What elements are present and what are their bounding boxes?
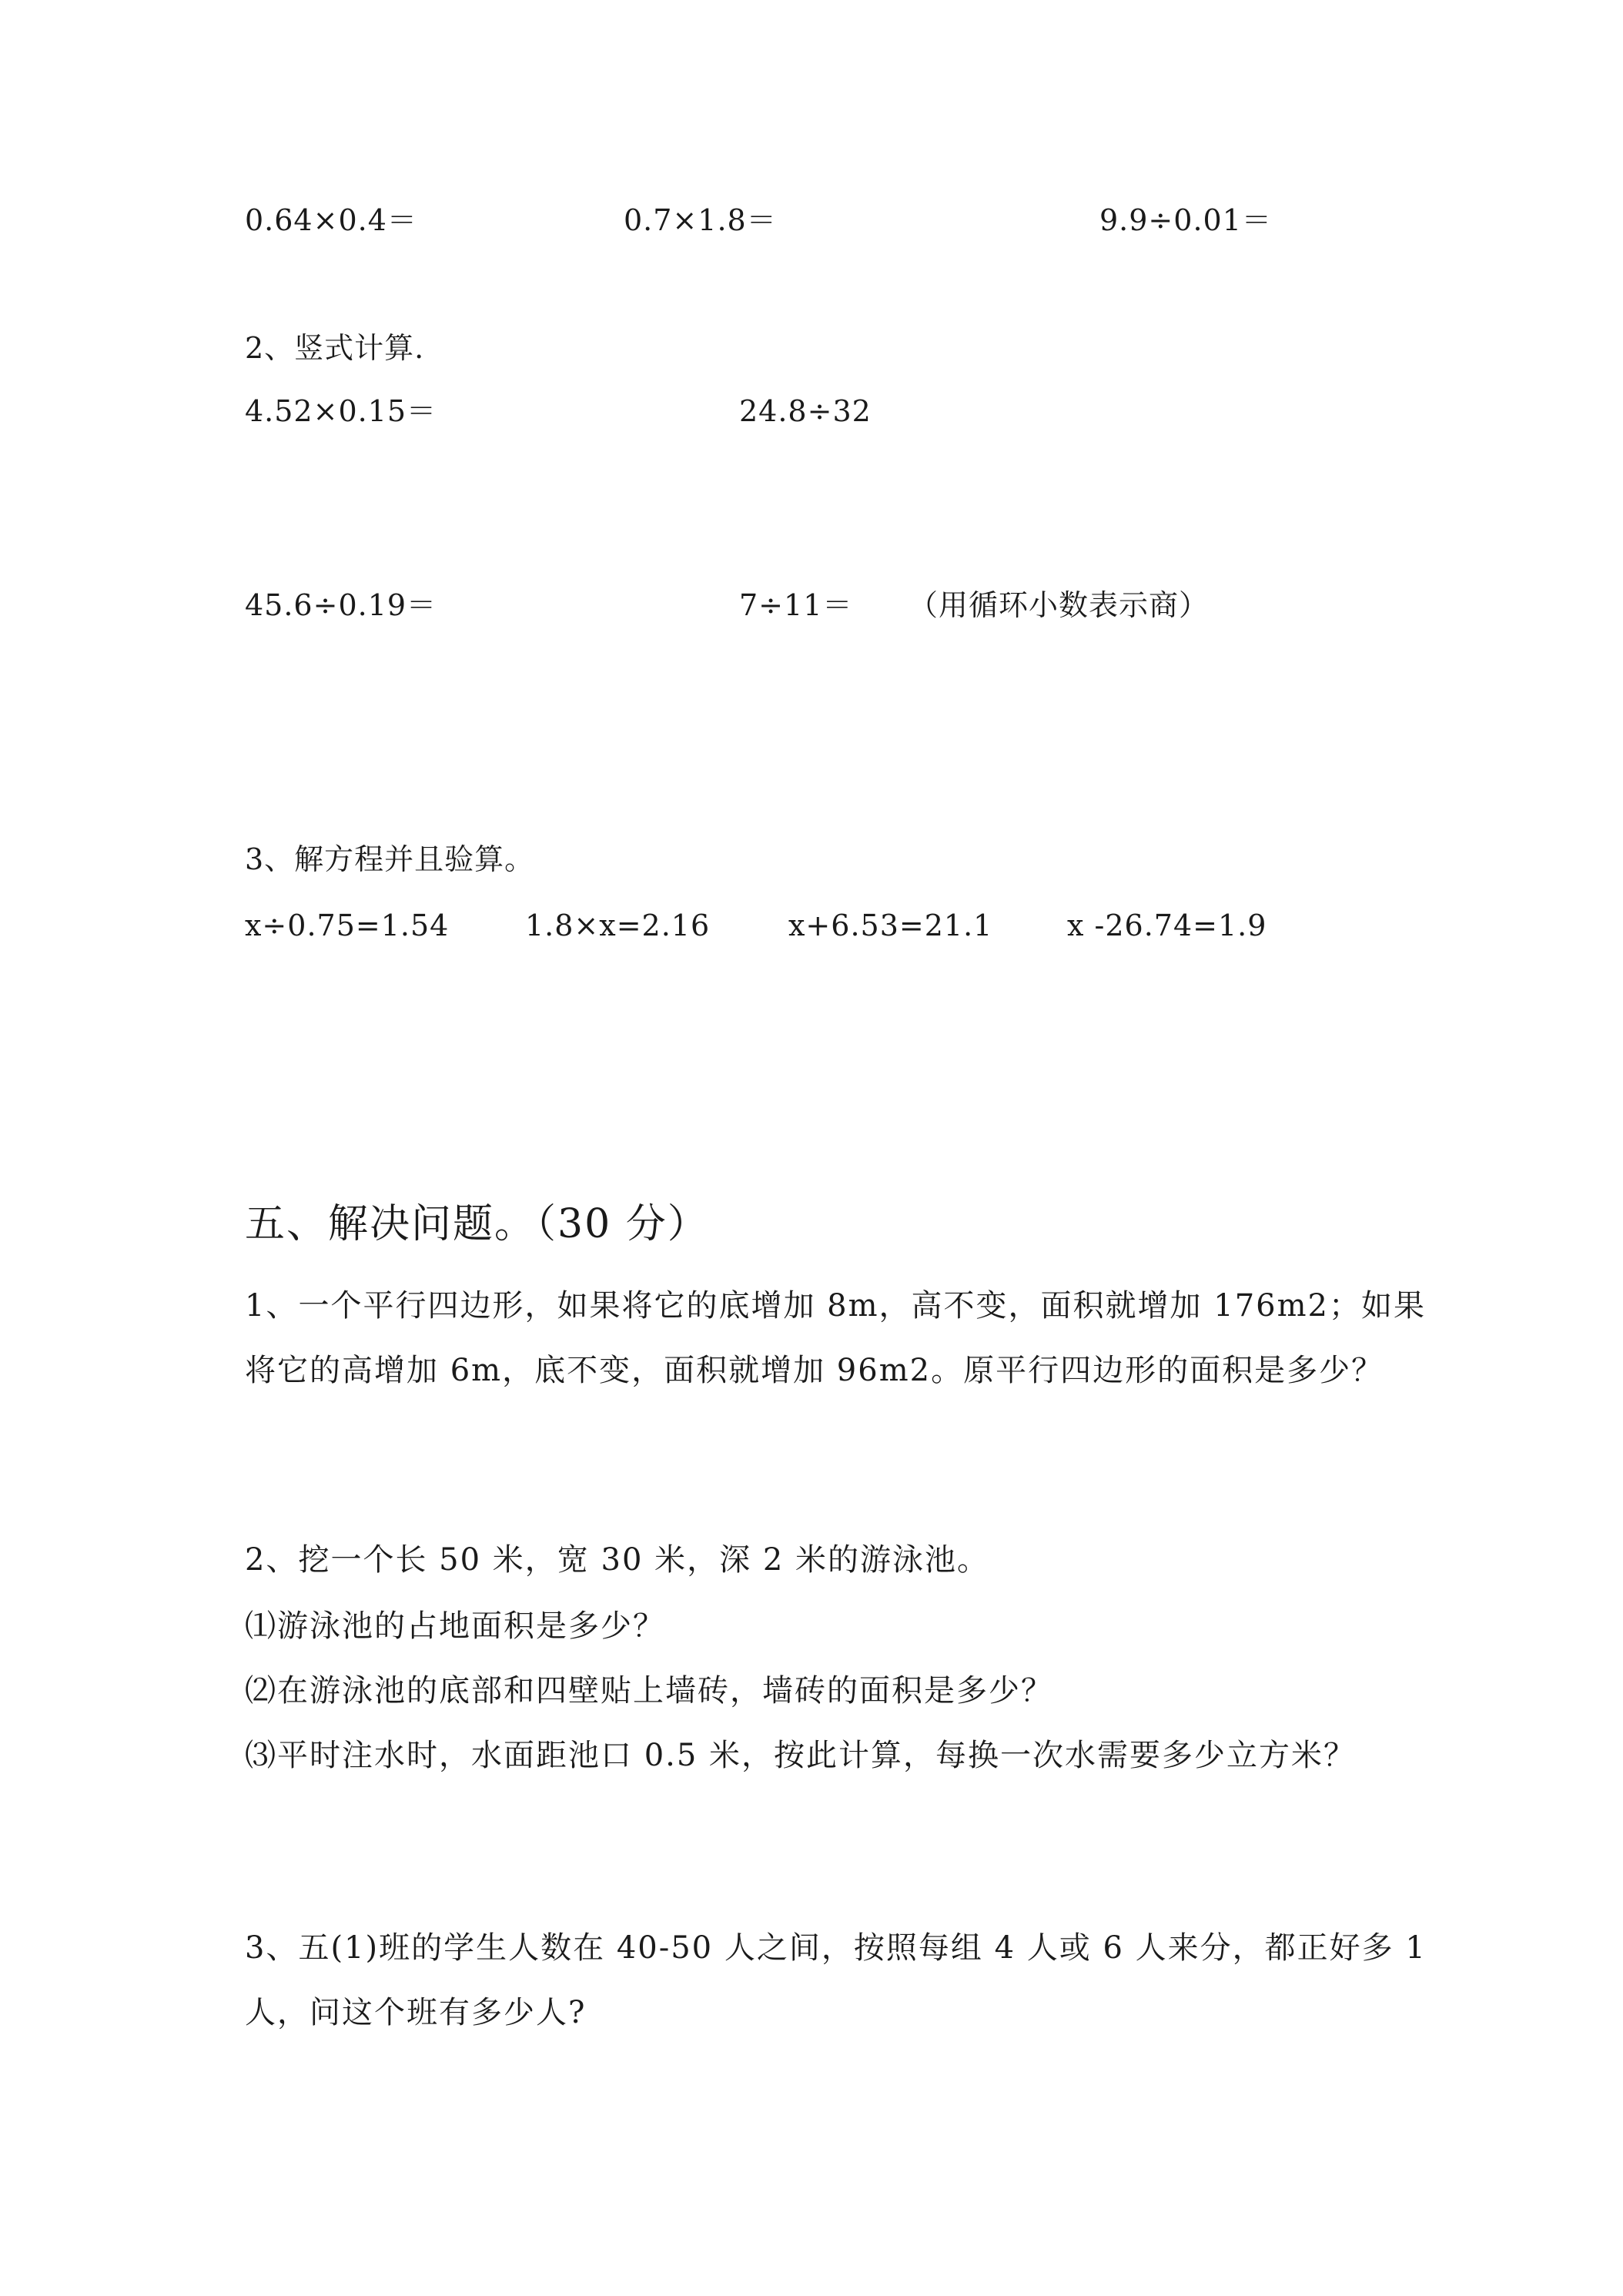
vertical-calc-1: 4.52×0.15＝ <box>245 394 437 428</box>
q3-line2: 人，问这个班有多少人? <box>245 1995 587 2030</box>
section2-title: 2、竖式计算. <box>245 331 425 365</box>
q2-sub2: ⑵在游泳池的底部和四壁贴上墙砖，墙砖的面积是多少？ <box>245 1673 1053 1709</box>
calc-item-1: 0.64×0.4＝ <box>245 203 417 237</box>
equation-2: 1.8×x=2.16 <box>525 909 711 942</box>
q2-line1: 2、挖一个长 50 米，宽 30 米，深 2 米的游泳池。 <box>245 1542 989 1578</box>
equation-3: x+6.53=21.1 <box>788 909 993 942</box>
vertical-calc-note: （用循环小数表示商） <box>909 588 1210 622</box>
equation-1: x÷0.75=1.54 <box>245 909 450 942</box>
vertical-calc-3: 45.6÷0.19＝ <box>245 588 437 622</box>
q2-sub1: ⑴游泳池的占地面积是多少？ <box>245 1608 665 1644</box>
q1-line1: 1、一个平行四边形，如果将它的底增加 8m，高不变，面积就增加 176m2；如果 <box>245 1288 1426 1324</box>
part5-heading: 五、解决问题。（30 分） <box>245 1201 709 1247</box>
vertical-calc-4: 7÷11＝ <box>739 588 853 622</box>
section3-title: 3、解方程并且验算。 <box>245 842 535 876</box>
vertical-calc-2: 24.8÷32 <box>739 394 872 428</box>
q3-line1: 3、五(1)班的学生人数在 40-50 人之间，按照每组 4 人或 6 人来分，都正好多 1 <box>245 1930 1427 1966</box>
calc-item-2: 0.7×1.8＝ <box>624 203 777 237</box>
q2-sub3: ⑶平时注水时，水面距池口 0.5 米，按此计算，每换一次水需要多少立方米？ <box>245 1738 1357 1773</box>
calc-item-3: 9.9÷0.01＝ <box>1099 203 1272 237</box>
equation-4: x -26.74=1.9 <box>1067 909 1267 942</box>
q1-line2: 将它的高增加 6m，底不变，面积就增加 96m2。原平行四边形的面积是多少？ <box>245 1353 1384 1388</box>
